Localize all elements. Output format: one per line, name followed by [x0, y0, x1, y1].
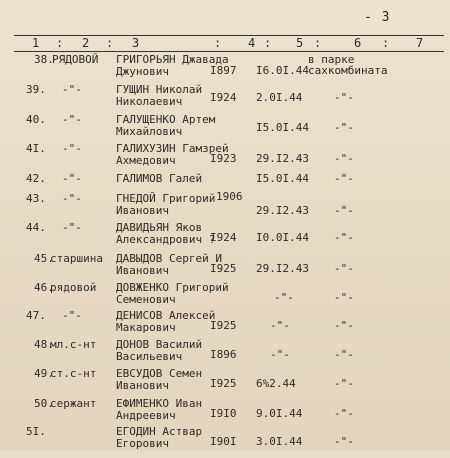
table-row [0, 143, 450, 175]
table-row [0, 84, 450, 116]
table-row [0, 426, 450, 458]
row-year: I925 [210, 377, 237, 390]
row-number: 5I. [26, 425, 46, 438]
table-row [0, 222, 450, 254]
row-date: 2.0I.44 [256, 91, 303, 104]
row-year: I897 [210, 64, 237, 77]
row-year: I925 [210, 319, 237, 332]
row-surname-given: ЕФИМЕНКО Иван [116, 397, 203, 410]
row-year: I924 [210, 231, 237, 244]
row-surname-given: ЕГОДИН Аствар [116, 425, 203, 438]
row-rank: -"- [62, 142, 82, 155]
row-number: 45. [34, 252, 54, 265]
row-surname-given: ГУЩИН Николай [116, 83, 203, 96]
row-rank: старшина [50, 252, 103, 265]
page-number: - 3 [364, 10, 391, 25]
row-date: 3.0I.44 [256, 435, 303, 448]
row-place: -"- [334, 348, 354, 361]
row-name [116, 253, 222, 277]
row-surname-given: ГНЕДОЙ Григорий [116, 192, 216, 205]
row-number: 44. [26, 221, 46, 234]
col-header-sep: : [264, 36, 272, 50]
row-name [116, 282, 229, 306]
row-number: 49. [34, 367, 54, 380]
row-patronymic: Иванович [116, 379, 169, 392]
row-rank: мл.с-нт [50, 338, 97, 351]
row-place: -"- [334, 152, 354, 165]
header-bottom-rule [14, 51, 444, 52]
row-date: 29.I2.43 [256, 204, 309, 217]
row-date: 29.I2.43 [256, 152, 309, 165]
row-place: -"- [334, 435, 354, 448]
col-header-3: 3 [132, 36, 140, 50]
row-surname-given: ГАЛИХУЗИН Гамзрей [116, 142, 229, 155]
row-surname-given: ДАВИДЬЯН Яков [116, 221, 203, 234]
row-place: -"- [334, 319, 354, 332]
row-number: 38. [34, 53, 54, 66]
row-rank: -"- [62, 192, 82, 205]
row-rank: -"- [62, 221, 82, 234]
row-place: -"- [334, 231, 354, 244]
row-year: I925 [210, 262, 237, 275]
col-header-2: 2 [82, 36, 90, 50]
row-date: I5.0I.44 [256, 172, 309, 185]
row-place: -"- [334, 172, 354, 185]
row-date: 9.0I.44 [256, 407, 303, 420]
row-date: -"- [270, 348, 290, 361]
row-place: -"- [334, 262, 354, 275]
row-rank: РЯДОВОЙ [52, 53, 99, 66]
row-date: 29.I2.43 [256, 262, 309, 275]
row-patronymic: Александрович ? [116, 233, 216, 246]
row-patronymic: Васильевич [116, 350, 183, 363]
row-date: -"- [270, 319, 290, 332]
row-year: I9I0 [210, 407, 237, 420]
row-date: I6.0I.44 [256, 64, 309, 77]
row-name [116, 222, 215, 246]
row-surname-given: ДОВЖЕНКО Григорий [116, 281, 229, 294]
row-year: I924 [210, 91, 237, 104]
table-row [0, 368, 450, 400]
row-date: 6%2.44 [256, 377, 296, 390]
row-name [116, 426, 202, 450]
col-header-4: 4 [248, 36, 256, 50]
row-year: I896 [210, 348, 237, 361]
row-name [116, 398, 202, 422]
row-name [116, 84, 202, 108]
col-header-sep: : [56, 36, 64, 50]
row-rank: -"- [62, 172, 82, 185]
col-header-sep: : [382, 36, 390, 50]
row-rank: ст.с-нт [50, 367, 97, 380]
row-place: -"- [334, 291, 354, 304]
row-rank: -"- [62, 83, 82, 96]
row-surname-given: ДОНОВ Василий [116, 338, 203, 351]
row-patronymic: Джунович [116, 65, 169, 78]
row-patronymic: Ахмедович [116, 154, 176, 167]
col-header-1: 1 [32, 36, 40, 50]
row-rank: сержант [50, 397, 97, 410]
row-number: 50. [34, 397, 54, 410]
row-surname-given: ДАВЫДОВ Сергей И [116, 252, 222, 265]
row-name [116, 310, 215, 334]
row-name [116, 368, 202, 392]
row-surname-given: ДЕНИСОВ Алексей [116, 309, 216, 322]
row-date: I5.0I.44 [256, 121, 309, 134]
row-number: 42. [26, 172, 46, 185]
col-header-5: 5 [296, 36, 304, 50]
row-rank: -"- [62, 309, 82, 322]
row-date: I0.0I.44 [256, 231, 309, 244]
row-place: -"- [334, 91, 354, 104]
row-patronymic: Иванович [116, 204, 169, 217]
row-number: 39. [26, 83, 46, 96]
row-surname-given: ЕВСУДОВ Семен [116, 367, 203, 380]
table-row [0, 54, 450, 86]
row-surname-given: ГАЛУЩЕНКО Артем [116, 113, 216, 126]
col-header-6: 6 [354, 36, 362, 50]
row-patronymic: Семенович [116, 293, 176, 306]
row-patronymic: Иванович [116, 264, 169, 277]
row-number: 43. [26, 192, 46, 205]
row-patronymic: Андреевич [116, 409, 176, 422]
row-rank: -"- [62, 113, 82, 126]
row-name [116, 339, 202, 363]
row-surname-given: ГРИГОРЬЯН Джавада [116, 53, 229, 66]
row-year: 1906 [216, 190, 243, 203]
column-header-row [8, 36, 448, 50]
row-number: 48. [34, 338, 54, 351]
row-place: -"- [334, 377, 354, 390]
row-number: 4I. [26, 142, 46, 155]
row-place: -"- [334, 204, 354, 217]
row-place: -"- [334, 407, 354, 420]
row-name [116, 173, 202, 185]
row-patronymic: Егорович [116, 437, 169, 450]
row-number: 47. [26, 309, 46, 322]
row-year: I90I [210, 435, 237, 448]
row-place: в парке сахкомбината [308, 53, 388, 77]
row-patronymic: Николаевич [116, 95, 183, 108]
row-rank: рядовой [50, 281, 97, 294]
col-header-sep: : [314, 36, 322, 50]
col-header-sep: : [214, 36, 222, 50]
row-date: -"- [274, 291, 294, 304]
row-year: I923 [210, 152, 237, 165]
col-header-sep: : [106, 36, 114, 50]
row-name [116, 114, 215, 138]
row-number: 40. [26, 113, 46, 126]
row-patronymic: Макарович [116, 321, 176, 334]
row-surname-given: ГАЛИМОВ Галей [116, 172, 203, 185]
row-number: 46. [34, 281, 54, 294]
row-place: -"- [334, 121, 354, 134]
row-name [116, 193, 215, 217]
col-header-7: 7 [416, 36, 424, 50]
row-patronymic: Михайлович [116, 125, 183, 138]
